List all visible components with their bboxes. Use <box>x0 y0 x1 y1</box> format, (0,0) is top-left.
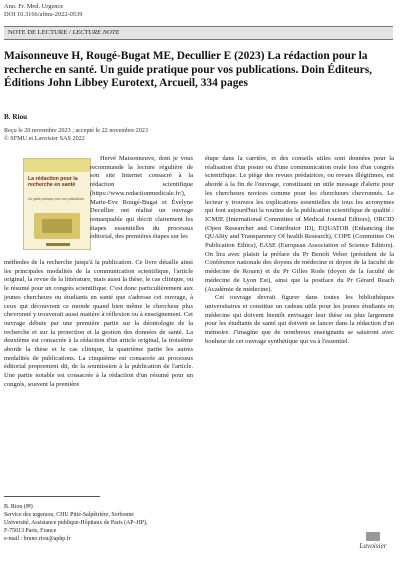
footer-line: Université, Assistance publique-Hôpitaux de Paris (AP–HP), <box>4 520 148 527</box>
journal-doi: DOI 10.3166/afmu-2022-0539 <box>4 11 83 19</box>
cover-title: La rédaction pour la recherche en santé <box>28 176 78 188</box>
rubric-fr: NOTE DE LECTURE / <box>8 29 73 36</box>
footer-rule <box>4 496 100 497</box>
body-column-left-bottom <box>4 259 193 390</box>
cover-publisher-logo <box>46 243 70 246</box>
cover-band <box>24 159 90 172</box>
journal-header <box>4 3 82 20</box>
paragraph-content: étape dans la carrière, et des conseils utiles sont données pour la réalisation d'un poster ou d'une communication orale lors d'un congrès scientifique. Le piège des revues prédatrices, ou revues illégitimes, est abordé à la fin de l'ouvrage, constituant un utile message d'alerte pour les chercheurs novices comme pour les chercheurs chevronnés. Le lecteur y trouvera les explications essentielles de tous les acronymes qui font aujourd'hui la routine de la publication scientifique de qualité : ICMJE (International Committee of Medical Journal Editors), ORCID (Open Researcher and Contributor ID), EQUATOR (Enhancing the QUAlity and Transparency Of health Research), COPE (Committee On Publication Ethics), EASE (European Association of Science Editors). On lira avec plaisir la préface du Pr Benoît Veber (président de la Conférence nationale des doyens de médecine et doyen de la faculté de médecine de Rouen) et du Pr Gilles Rode (doyen de la faculté de médecine de Lyon Est), ainsi que la postface du Pr Gérard Reach (Académie de médecine). <box>205 155 394 293</box>
copyright: © SFMU et Lavoisier SAS 2022 <box>4 135 85 143</box>
paragraph-intro: Hervé Maisonneuve, dont je vous recommande la lecture régulière de son site Internet consacré à la rédaction scientifique (https://www.redactionmedicale.fr/), Marie-Eve Rougé-Bugat et Évelyne Decullier ont réalisé un ouvrage remarquable qui décrit clairement les étapes essentielles du processus éditorial, des premières étapes sur les <box>90 155 193 241</box>
rubric-en: LECTURE NOTE <box>72 29 120 36</box>
paragraph-intro-continued: méthodes de la recherche jusqu'à la publication. Ce livre détaille ainsi les principales modalités de la communication scientifique, l'article original, la revue de la littérature, mais aussi la thèse, le cas clinique, ou le résumé pour un congrès scientifique. C'est donc particulièrement aux jeunes chercheurs ou étudiants en santé que s'adresse cet ouvrage, à ceux qui découvrent ce monde quand bien même le chercheur plus chevronné y trouverait aussi matière à réflexion ou à enseignement. Cet ouvrage débute par une première partie sur la déontologie de la recherche et sur la protection et la gestion des données de santé. La deuxième est consacrée à la rédaction d'un article original, la troisième aborde la thèse et le cas clinique, la quatrième partie les autres modalités de publications. La cinquième est consacrée au processus éditorial proprement dit, de la soumission à la publication de l'article. Une partie notable est consacrée à la rédaction d'un résumé pour un congrès, souvent la première <box>4 259 193 388</box>
journal-name: Ann. Fr. Med. Urgence <box>4 3 64 10</box>
body-column-left-top <box>90 155 193 242</box>
publisher-mark-icon <box>366 532 380 541</box>
author-affiliation <box>4 503 147 543</box>
article-title: Maisonneuve H, Rougé-Bugat ME, Decullier E (2023) La rédaction pour la recherche en santé. Un guide pratique pour vos publications. Doin Éditeurs, Éditions John Libbey Eurotext, Arcueil, 334 pages <box>4 50 373 90</box>
rubric-bar <box>4 26 393 40</box>
article-author: B. Riou <box>4 113 28 121</box>
footer-line: Service des urgences, CHU Pitié-Salpêtrière, Sorbonne <box>4 512 134 519</box>
paragraph-conclusion: Cet ouvrage devrait figurer dans toutes les bibliothèques universitaires et constitue un cadeau utile pour les jeunes étudiants en médecine qui doivent bientôt envisager leur thèse ou plus largement pour les étudiants de santé qui doivent se lancer dans la rédaction d'un mémoire. J'imagine que de nombreux enseignants se saisiront avec bonheur de cet ouvrage synthétique qui va à l'essentiel. <box>205 294 394 345</box>
cover-illustration-inner <box>42 219 72 233</box>
book-cover-image <box>23 158 91 250</box>
article-dates <box>4 127 148 144</box>
author-email: e-mail : bruno.riou@aphp.fr <box>4 536 71 543</box>
footer-line: F-75013 Paris, France <box>4 528 57 535</box>
publisher-name: Lavoisier <box>359 542 387 550</box>
footer-line: B. Riou (✉) <box>4 504 33 510</box>
cover-subtitle: Un guide pratique pour vos publications <box>28 197 84 201</box>
received-accepted: Reçu le 20 novembre 2023 ; accepté le 22 novembre 2023 <box>4 127 148 134</box>
body-column-right <box>205 155 394 346</box>
publisher-logo <box>350 532 396 550</box>
